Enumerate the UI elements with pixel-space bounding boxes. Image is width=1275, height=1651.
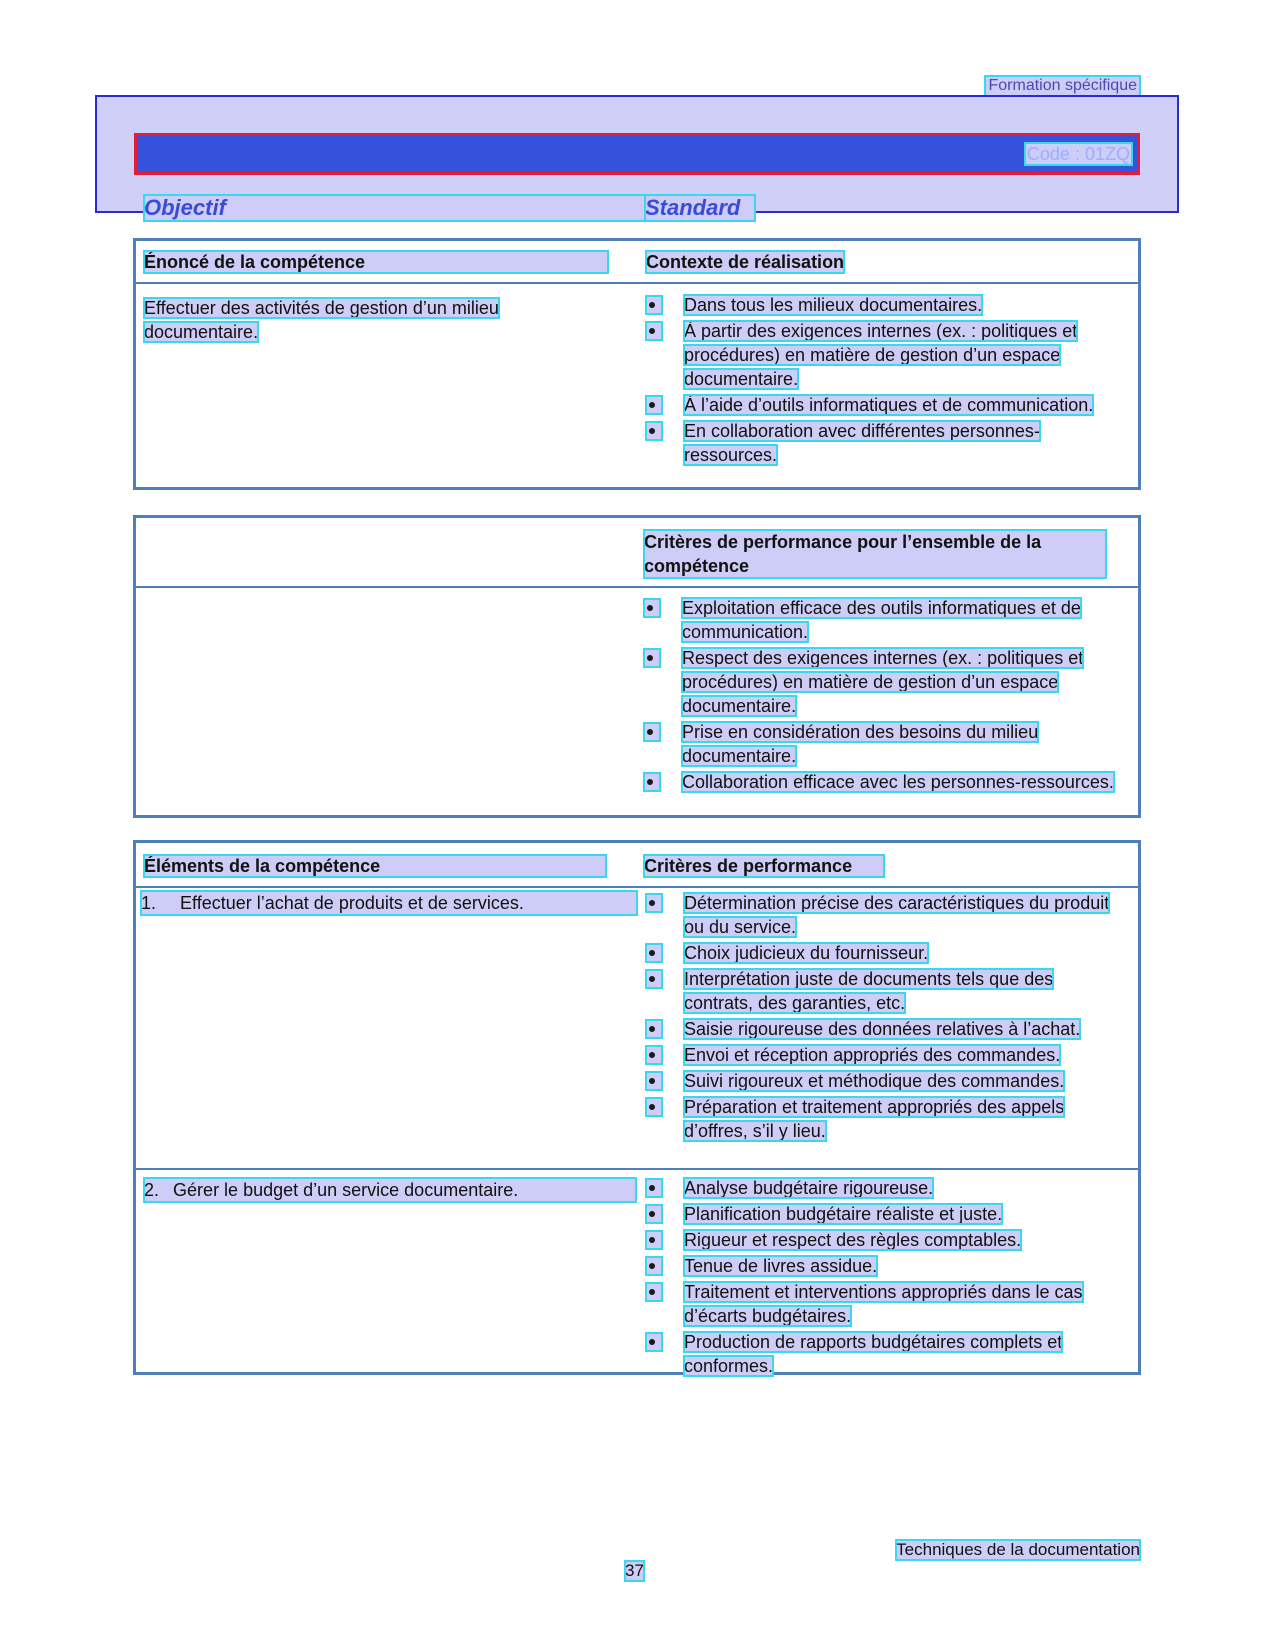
- table-header-row: [136, 518, 1138, 588]
- list-item: Collaboration efficace avec les personnes-ressources.: [644, 770, 1122, 794]
- element-1-criteria: [646, 891, 1124, 1145]
- list-item: Dans tous les milieux documentaires.: [646, 293, 1124, 317]
- competency-statement-table: [133, 238, 1141, 490]
- code-bar: [134, 133, 1140, 175]
- row-divider: [136, 1168, 1138, 1170]
- element-2: [144, 1178, 636, 1202]
- context-header: Contexte de réalisation: [646, 252, 845, 272]
- bullet-icon: [646, 970, 662, 988]
- bullet-icon: [646, 296, 662, 314]
- code-value: 01ZQ: [1084, 144, 1130, 164]
- list-item: Envoi et réception appropriés des commandes.: [646, 1043, 1124, 1067]
- bullet-icon: [646, 1257, 662, 1275]
- list-item: À l’aide d’outils informatiques et de communication.: [646, 393, 1124, 417]
- element-number: 2.: [144, 1180, 160, 1200]
- list-item: À partir des exigences internes (ex. : politiques et procédures) en matière de gestion d’un espace documentaire.: [646, 319, 1124, 391]
- page-number: 37: [625, 1561, 644, 1580]
- statement-text: Effectuer des activités de gestion d’un milieu documentaire.: [144, 298, 499, 342]
- bullet-icon: [644, 773, 660, 791]
- overall-criteria-list: [644, 596, 1122, 796]
- bullet-icon: [646, 1179, 662, 1197]
- bullet-icon: [646, 1283, 662, 1301]
- bullet-icon: [646, 1020, 662, 1038]
- list-item: Respect des exigences internes (ex. : politiques et procédures) en matière de gestion d’un espace documentaire.: [644, 646, 1122, 718]
- overall-criteria-table: [133, 515, 1141, 818]
- list-item: Choix judicieux du fournisseur.: [646, 941, 1124, 965]
- bullet-icon: [646, 322, 662, 340]
- competency-statement: [144, 296, 614, 344]
- list-item: Analyse budgétaire rigoureuse.: [646, 1176, 1124, 1200]
- code-label: Code :: [1026, 144, 1080, 164]
- bullet-icon: [646, 1231, 662, 1249]
- overall-criteria-header: Critères de performance pour l’ensemble de la compétence: [644, 530, 1106, 578]
- bullet-icon: [646, 1098, 662, 1116]
- bullet-icon: [646, 894, 662, 912]
- bullet-icon: [644, 599, 660, 617]
- list-item: Saisie rigoureuse des données relatives à l’achat.: [646, 1017, 1124, 1041]
- list-item: Détermination précise des caractéristiques du produit ou du service.: [646, 891, 1124, 939]
- element-label: Gérer le budget d’un service documentaire.: [173, 1180, 519, 1200]
- running-header: Formation spécifique: [985, 76, 1140, 96]
- list-item: Interprétation juste de documents tels que des contrats, des garanties, etc.: [646, 967, 1124, 1015]
- context-list: [646, 293, 1124, 469]
- list-item: Préparation et traitement appropriés des appels d’offres, s’il y lieu.: [646, 1095, 1124, 1143]
- bullet-icon: [646, 1046, 662, 1064]
- bullet-icon: [646, 1333, 662, 1351]
- list-item: Suivi rigoureux et méthodique des commandes.: [646, 1069, 1124, 1093]
- footer-program: Techniques de la documentation: [896, 1540, 1140, 1559]
- bullet-icon: [644, 723, 660, 741]
- list-item: Traitement et interventions appropriés dans le cas d’écarts budgétaires.: [646, 1280, 1124, 1328]
- list-item: Rigueur et respect des règles comptables.: [646, 1228, 1124, 1252]
- table-header-row: [136, 843, 1138, 888]
- elements-header: Éléments de la compétence: [144, 855, 606, 877]
- list-item: En collaboration avec différentes personnes-ressources.: [646, 419, 1124, 467]
- bullet-icon: [644, 649, 660, 667]
- list-item: Planification budgétaire réaliste et juste.: [646, 1202, 1124, 1226]
- element-number: 1.: [141, 893, 157, 913]
- statement-header: Énoncé de la compétence: [144, 251, 608, 273]
- bullet-icon: [646, 396, 662, 414]
- bullet-icon: [646, 1072, 662, 1090]
- list-item: Production de rapports budgétaires complets et conformes.: [646, 1330, 1124, 1378]
- element-label: Effectuer l’achat de produits et de services.: [180, 893, 524, 913]
- list-item: Tenue de livres assidue.: [646, 1254, 1124, 1278]
- table-header-row: [136, 241, 1138, 284]
- bullet-icon: [646, 422, 662, 440]
- competency-code: [1025, 143, 1132, 165]
- list-item: Exploitation efficace des outils informatiques et de communication.: [644, 596, 1122, 644]
- criteria-header: Critères de performance: [644, 855, 884, 877]
- elements-table: [133, 840, 1141, 1375]
- list-item: Prise en considération des besoins du milieu documentaire.: [644, 720, 1122, 768]
- element-1: [141, 891, 637, 915]
- bullet-icon: [646, 944, 662, 962]
- objectif-heading: Objectif: [144, 195, 648, 221]
- bullet-icon: [646, 1205, 662, 1223]
- standard-heading: Standard: [645, 195, 755, 221]
- element-2-criteria: [646, 1176, 1124, 1380]
